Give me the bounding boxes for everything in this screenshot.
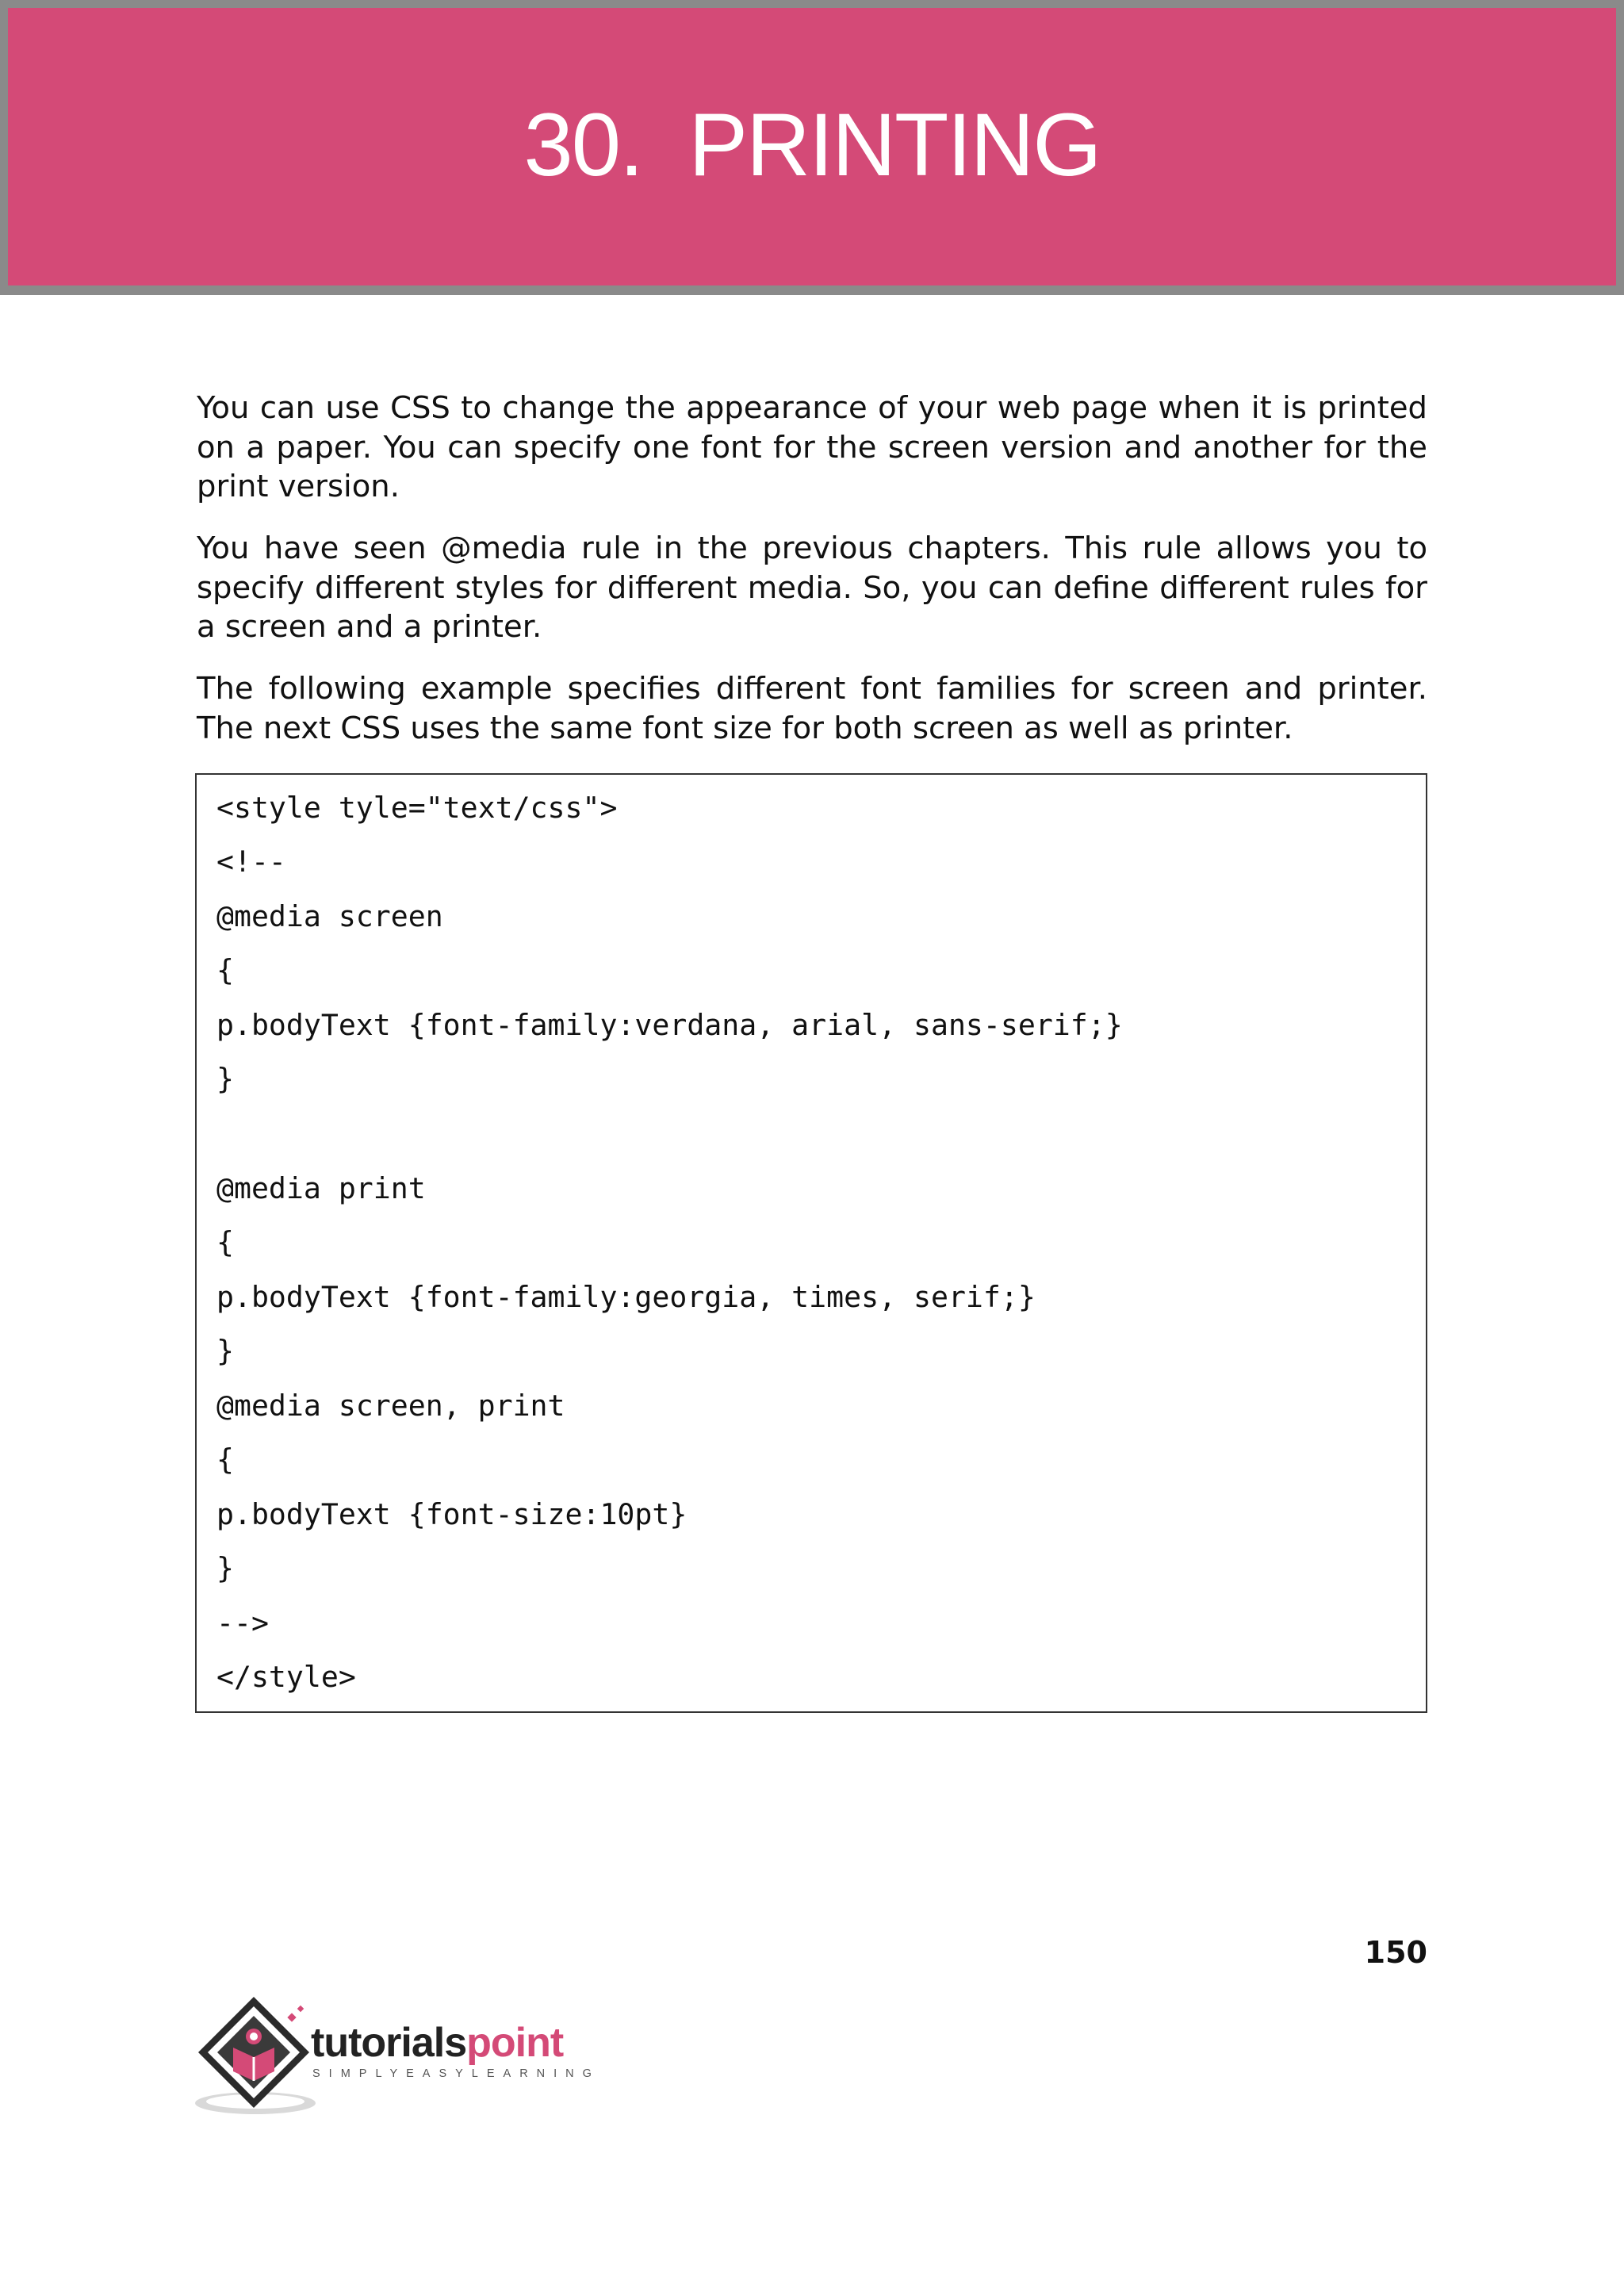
code-line: @media screen — [216, 899, 443, 933]
code-line: @media screen, print — [216, 1389, 565, 1423]
tutorialspoint-logo — [193, 1992, 606, 2119]
code-line: } — [216, 1551, 234, 1585]
logo-word-point: point — [466, 2020, 564, 2066]
code-line: } — [216, 1062, 234, 1096]
code-line: --> — [216, 1606, 269, 1640]
code-line: { — [216, 953, 234, 987]
code-line: <style tyle="text/css"> — [216, 791, 618, 825]
chapter-header — [8, 8, 1616, 285]
logo-tagline: SIMPLYEASYLEARNING — [312, 2067, 600, 2080]
code-line: } — [216, 1334, 234, 1368]
chapter-title: 30. PRINTING — [523, 95, 1101, 194]
logo-wordmark — [311, 2019, 563, 2067]
intro-paragraph: You can use CSS to change the appearance of your web page when it is printed on a paper. You can specify one font for the screen version and another for the print version. — [197, 390, 1427, 504]
logo-word-tutorials: tutorials — [311, 2020, 467, 2066]
chapter-header-band — [0, 0, 1624, 295]
code-example-box — [195, 773, 1427, 1713]
code-line: p.bodyText {font-family:verdana, arial, sans-serif;} — [216, 1008, 1123, 1042]
code-line: @media print — [216, 1171, 426, 1205]
code-line: </style> — [216, 1660, 356, 1694]
tutorialspoint-logo-icon — [193, 1992, 320, 2119]
code-line: { — [216, 1443, 234, 1477]
code-line: <!-- — [216, 845, 286, 879]
code-line: p.bodyText {font-size:10pt} — [216, 1497, 688, 1531]
code-line: p.bodyText {font-family:georgia, times, serif;} — [216, 1280, 1036, 1314]
page-number: 150 — [1364, 1935, 1427, 1970]
media-rule-paragraph: You have seen @media rule in the previous chapters. This rule allows you to specify different styles for different media. So, you can define different rules for a screen and a printer. — [197, 531, 1427, 645]
example-intro-paragraph: The following example specifies different font families for screen and printer. The next CSS uses the same font size for both screen as well as printer. — [197, 671, 1427, 746]
code-line: { — [216, 1225, 234, 1259]
